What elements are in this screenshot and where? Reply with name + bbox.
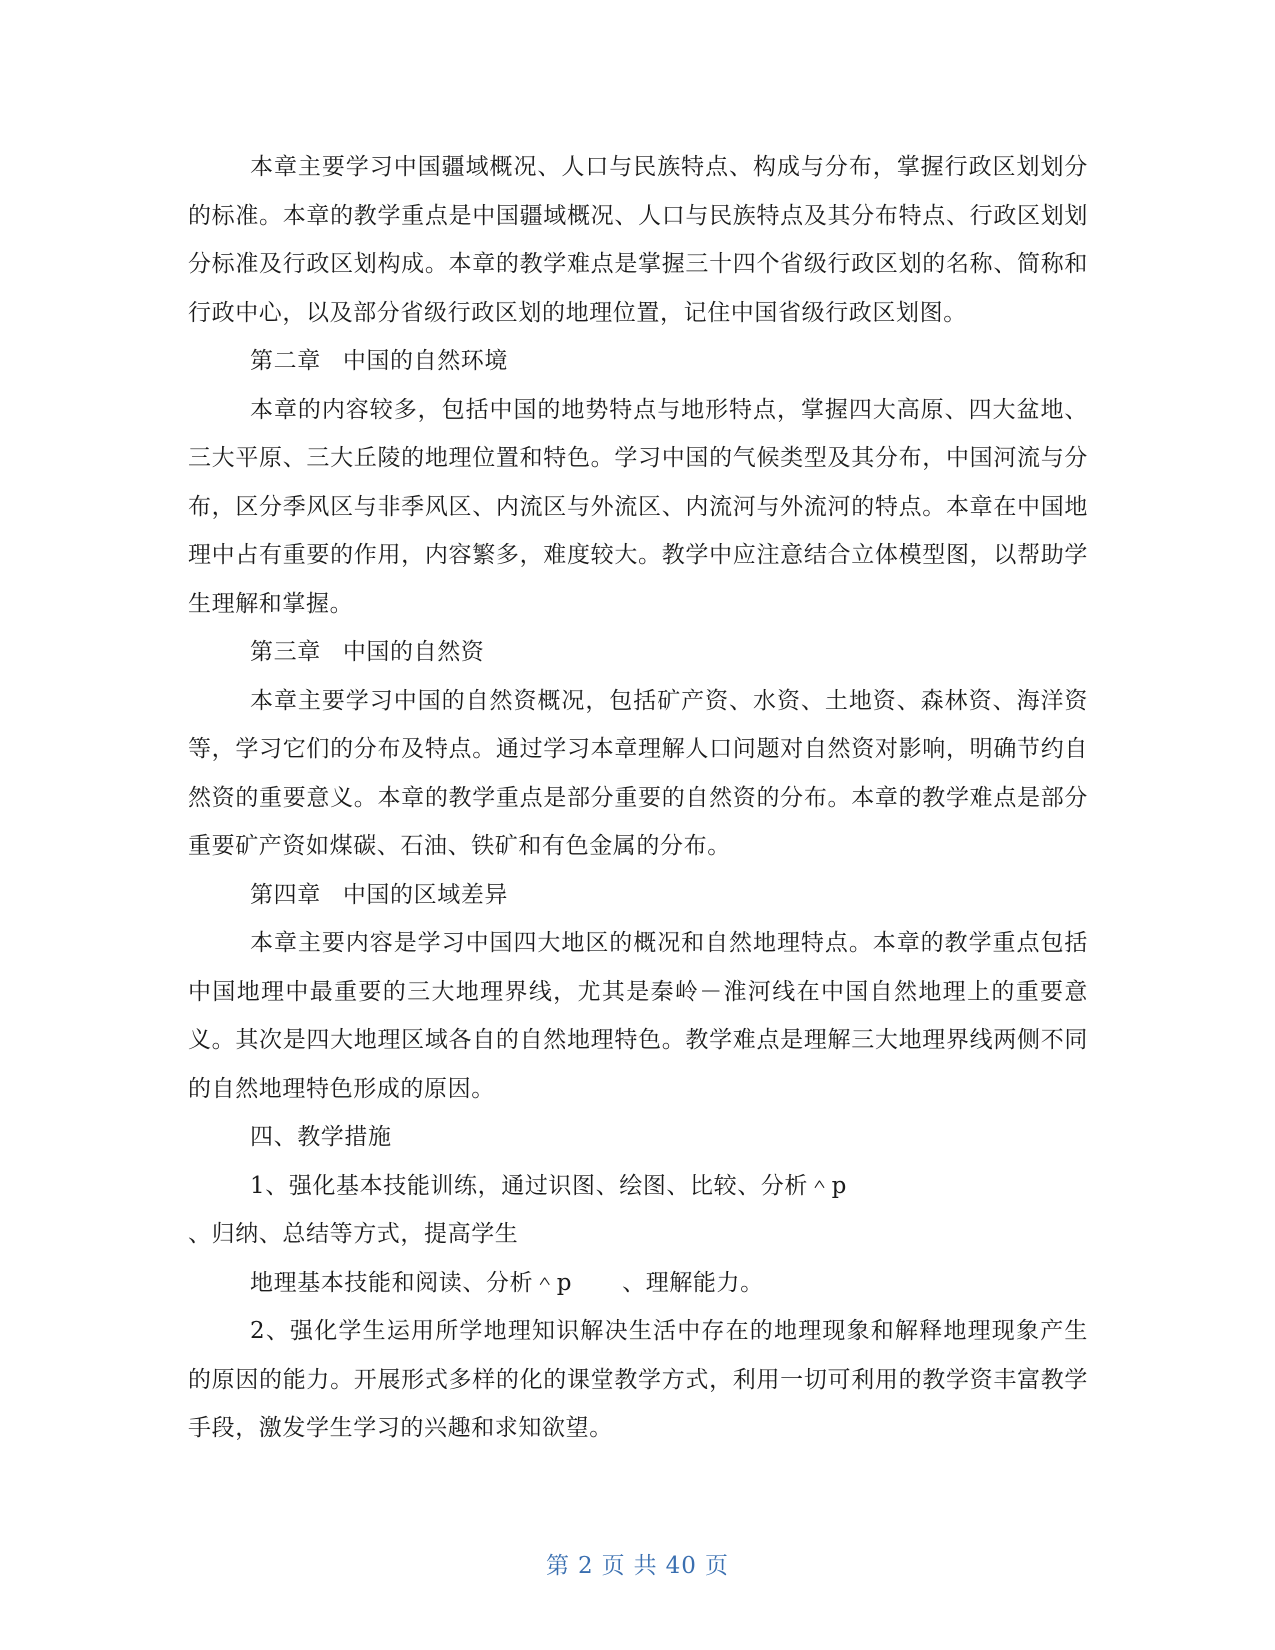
paragraph-chapter4-body: 本章主要内容是学习中国四大地区的概况和自然地理特点。本章的教学重点包括中国地理中最重要的三大地理界线，尤其是秦岭－淮河线在中国自然地理上的重要意义。其次是四大地理区域各自的自然地理特色。教学难点是理解三大地理界线两侧不同的自然地理特色形成的原因。 <box>188 930 1088 1102</box>
measure1-line3 <box>188 1259 1088 1308</box>
footer-page-label: 第 <box>546 1553 571 1579</box>
chapter3-heading <box>188 628 1088 677</box>
chapter2-number: 第二章 <box>250 348 321 374</box>
footer-total-number: 40 <box>665 1553 697 1579</box>
chapter4-title: 中国的区域差异 <box>342 881 509 908</box>
measure1-line2: 、归纳、总结等方式，提高学生 <box>188 1221 519 1247</box>
chapter2-heading <box>188 337 1088 386</box>
measure1-line3-part-b: 、理解能力。 <box>622 1269 764 1296</box>
chapter3-number: 第三章 <box>250 639 321 665</box>
section4-heading: 四、教学措施 <box>250 1124 392 1150</box>
footer-total-label: 共 <box>633 1553 658 1579</box>
chapter4-heading <box>188 871 1088 920</box>
paragraph-chapter2-body: 本章的内容较多，包括中国的地势特点与地形特点，掌握四大高原、四大盆地、三大平原、三大丘陵的地理位置和特色。学习中国的气候类型及其分布，中国河流与分布，区分季风区与非季风区、内流区与外流区、内流河与外流河的特点。本章在中国地理中占有重要的作用，内容繁多，难度较大。教学中应注意结合立体模型图，以帮助学生理解和掌握。 <box>188 396 1088 617</box>
footer-page-unit: 页 <box>601 1553 626 1579</box>
measure1-line1: 1、强化基本技能训练，通过识图、绘图、比较、分析＾p <box>250 1172 847 1199</box>
page-footer <box>0 1547 1275 1580</box>
footer-total-unit: 页 <box>704 1553 729 1579</box>
chapter2-title: 中国的自然环境 <box>342 348 509 374</box>
chapter4-number: 第四章 <box>250 881 321 908</box>
document-body <box>188 143 1088 1453</box>
paragraph-chapter1-body: 本章主要学习中国疆域概况、人口与民族特点、构成与分布，掌握行政区划划分的标准。本章的教学重点是中国疆域概况、人口与民族特点及其分布特点、行政区划划分标准及行政区划构成。本章的教学难点是掌握三十四个省级行政区划的名称、简称和行政中心，以及部分省级行政区划的地理位置，记住中国省级行政区划图。 <box>188 154 1088 326</box>
chapter3-title: 中国的自然资 <box>342 639 485 665</box>
paragraph-chapter3-body: 本章主要学习中国的自然资概况，包括矿产资、水资、土地资、森林资、海洋资等，学习它们的分布及特点。通过学习本章理解人口问题对自然资对影响，明确节约自然资的重要意义。本章的教学重点是部分重要的自然资的分布。本章的教学难点是部分重要矿产资如煤碳、石油、铁矿和有色金属的分布。 <box>188 687 1088 859</box>
footer-page-number: 2 <box>578 1553 594 1579</box>
paragraph-measure2: 2、强化学生运用所学地理知识解决生活中存在的地理现象和解释地理现象产生的原因的能力。开展形式多样的化的课堂教学方式，利用一切可利用的教学资丰富教学手段，激发学生学习的兴趣和求知欲望。 <box>188 1318 1088 1441</box>
measure1-line3-part-a: 地理基本技能和阅读、分析＾p <box>250 1269 573 1296</box>
